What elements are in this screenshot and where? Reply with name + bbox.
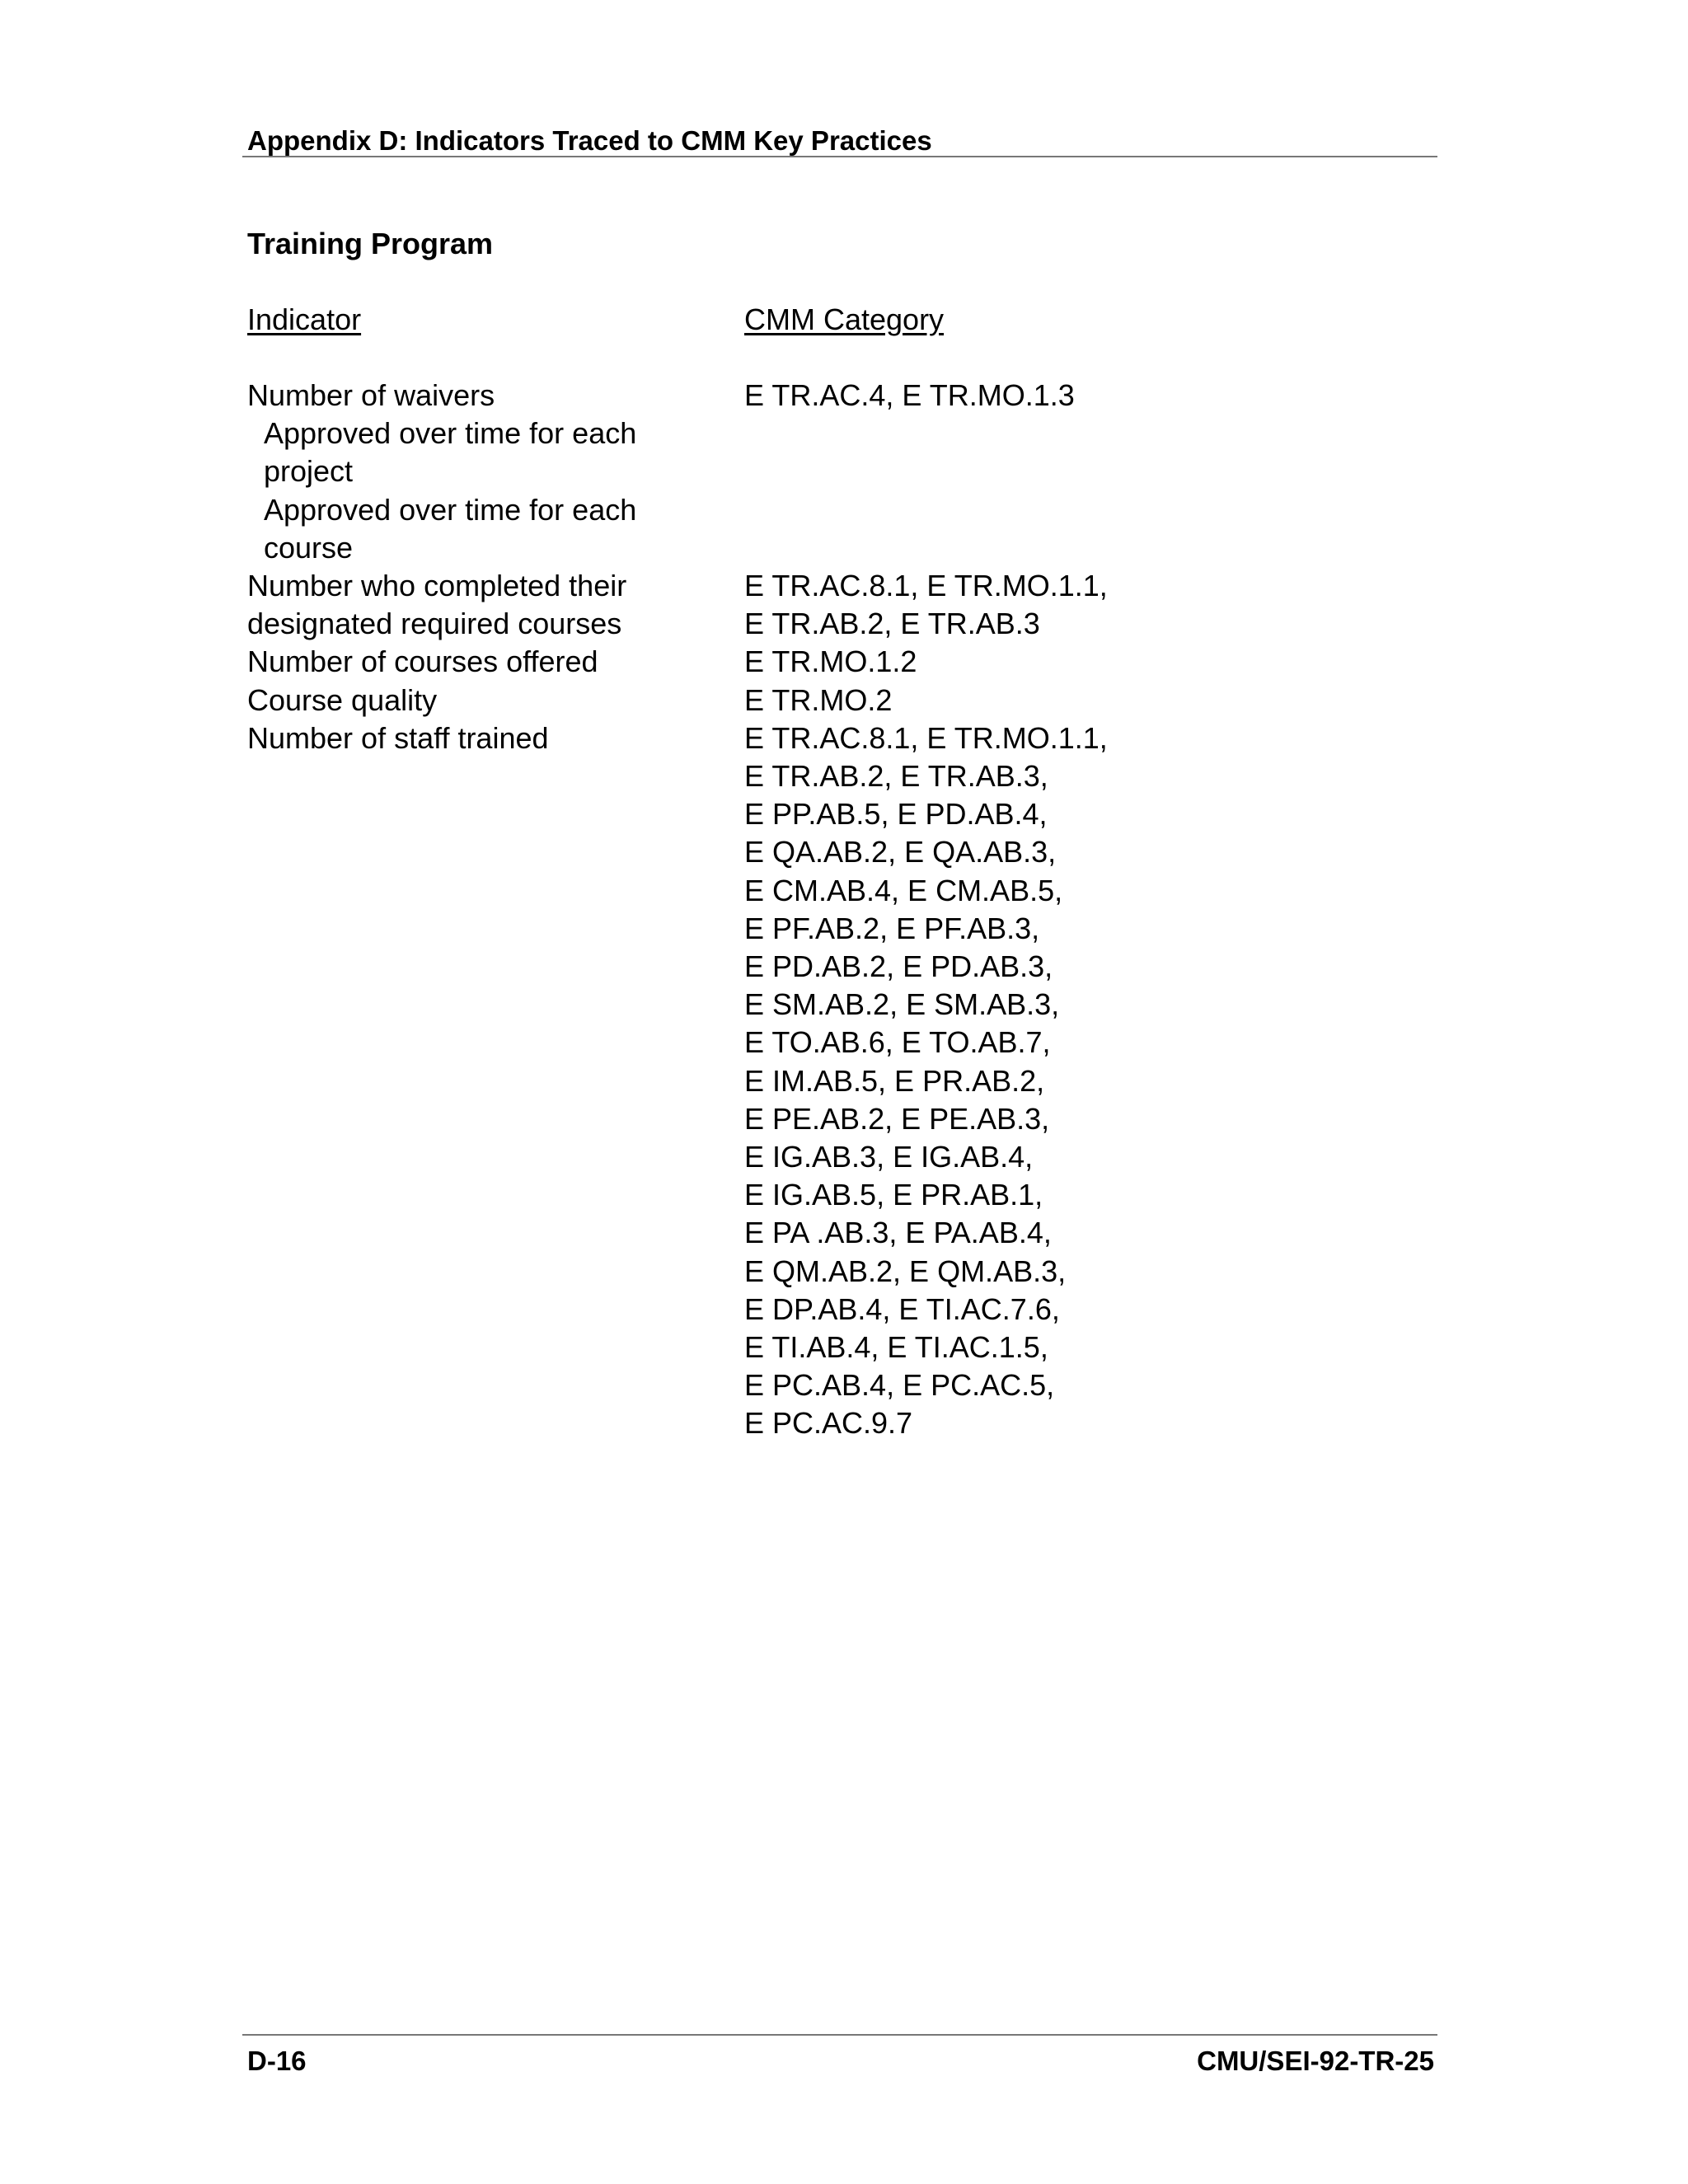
indicator-line: Number of courses offered [247,644,598,679]
cmm-category-line: E TR.MO.1.2 [744,644,917,679]
cmm-category-line: E TR.AC.8.1, E TR.MO.1.1, [744,720,1108,755]
header-rule [242,156,1437,157]
cmm-category-line: E PC.AC.9.7 [744,1406,913,1441]
cmm-category-line: E IM.AB.5, E PR.AB.2, [744,1063,1045,1098]
indicator-line: Number of waivers [247,378,495,412]
running-header: Appendix D: Indicators Traced to CMM Key Practices [247,125,932,156]
indicator-line: course [264,530,354,565]
indicator-line: Number who completed their [247,569,627,602]
page-number: D-16 [247,2046,307,2076]
cmm-category-line: E PE.AB.2, E PE.AB.3, [744,1101,1050,1136]
cmm-category-line: E PP.AB.5, E PD.AB.4, [744,797,1048,832]
cmm-category-line: E TO.AB.6, E TO.AB.7, [744,1025,1051,1060]
cmm-category-line: E TR.AC.8.1, E TR.MO.1.1, [744,569,1108,602]
cmm-category-line: E DP.AB.4, E TI.AC.7.6, [744,1291,1060,1326]
indicator-line: Approved over time for each [264,492,637,527]
cmm-category-line: E QA.AB.2, E QA.AB.3, [744,835,1057,869]
cmm-category-line: E IG.AB.5, E PR.AB.1, [744,1178,1043,1212]
cmm-category-line: E PF.AB.2, E PF.AB.3, [744,911,1040,945]
cmm-category-line: E CM.AB.4, E CM.AB.5, [744,873,1063,907]
cmm-category-line: E PC.AB.4, E PC.AC.5, [744,1368,1055,1403]
report-id: CMU/SEI-92-TR-25 [1197,2046,1434,2076]
column-header-cmm-category: CMM Category [744,302,945,336]
cmm-category-line: E PD.AB.2, E PD.AB.3, [744,949,1053,983]
cmm-category-line: E SM.AB.2, E SM.AB.3, [744,987,1060,1022]
cmm-category-line: E TR.AB.2, E TR.AB.3 [744,607,1040,641]
cmm-category-line: E TR.MO.2 [744,682,893,717]
indicator-line: designated required courses [247,607,622,641]
cmm-category-line: E PA .AB.3, E PA.AB.4, [744,1216,1052,1250]
cmm-category-line: E QM.AB.2, E QM.AB.3, [744,1254,1067,1288]
section-title: Training Program [247,227,494,260]
cmm-category-line: E TI.AB.4, E TI.AC.1.5, [744,1330,1048,1364]
indicator-line: project [264,454,354,489]
indicator-line: Approved over time for each [264,416,637,451]
indicator-line: Number of staff trained [247,720,549,755]
cmm-category-line: E TR.AB.2, E TR.AB.3, [744,759,1048,793]
footer-rule [242,2034,1437,2036]
column-header-indicator: Indicator [247,302,362,336]
cmm-category-line: E TR.AC.4, E TR.MO.1.3 [744,378,1075,412]
cmm-category-line: E IG.AB.3, E IG.AB.4, [744,1140,1034,1174]
indicator-line: Course quality [247,682,438,717]
